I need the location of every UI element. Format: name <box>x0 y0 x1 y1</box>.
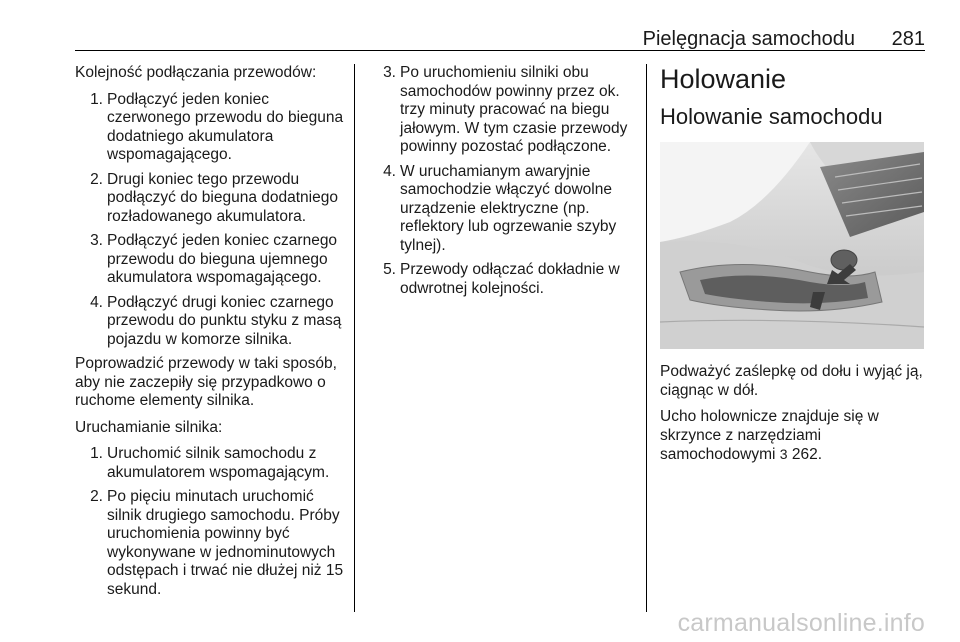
step-number: 4. <box>90 293 103 311</box>
list-item <box>376 261 641 298</box>
list-item <box>376 163 641 256</box>
engine-start-steps-continued <box>376 64 641 298</box>
illustration-caption: Podważyć zaślepkę od dołu i wyjąć ją, ciągnąc w dół. <box>660 363 923 399</box>
step-number: 2. <box>90 488 103 505</box>
step-number: 2. <box>90 170 103 188</box>
watermark: carmanualsonline.info <box>677 609 925 637</box>
list-item <box>75 232 345 288</box>
page-reference[interactable]: 262. <box>791 446 823 463</box>
section-heading: Holowanie <box>660 64 787 94</box>
step-text: Podłączyć drugi koniec czarnego przewodu do punktu styku z masą pojazdu w komorze silnika. <box>107 293 342 348</box>
list-item <box>75 445 345 482</box>
step-number: 3. <box>90 232 103 249</box>
step-number: 3. <box>383 64 396 81</box>
list-item <box>75 488 345 599</box>
list-item <box>75 171 345 227</box>
step-number: 1. <box>90 90 103 108</box>
list-item <box>376 64 641 157</box>
step-text: Podłączyć jeden koniec czarnego przewodu do bieguna ujemnego akumulatora wspomagającego. <box>107 232 338 286</box>
connection-order-intro: Kolejność podłączania przewodów: <box>75 64 317 81</box>
step-text: Po uruchomieniu silniki obu samochodów powinny przez ok. trzy minuty pracować na biegu jałowym. W tym czasie przewody powinny pozostać podłączone. <box>400 64 628 155</box>
step-text: Przewody odłączać dokładnie w odwrotnej kolejności. <box>400 261 620 297</box>
tow-eye-location <box>660 408 930 465</box>
column-1 <box>75 64 345 605</box>
step-text: Po pięciu minutach uruchomić silnik drugiego samochodu. Próby uruchomienia powinny być wykonywane w jednominutowych odstępach i trwać nie dłużej niż 15 sekund. <box>107 488 344 598</box>
engine-start-steps <box>75 445 345 599</box>
step-text: Uruchomić silnik samochodu z akumulatorem wspomagającym. <box>107 445 330 481</box>
column-divider <box>354 64 355 612</box>
engine-start-intro: Uruchamianie silnika: <box>75 418 223 436</box>
column-divider <box>646 64 647 612</box>
page-number: 281 <box>891 28 925 50</box>
towing-cover-illustration <box>660 142 924 349</box>
column-2 <box>376 64 641 304</box>
page-header <box>75 28 925 51</box>
header-title: Pielęgnacja samochodu <box>642 28 855 50</box>
routing-note: Poprowadzić przewody w taki sposób, aby nie zaczepiły się przypadkowo o ruchome elementy silnika. <box>75 355 337 409</box>
page-reference-icon: 3 <box>779 446 788 462</box>
tow-eye-text: Ucho holownicze znajduje się w skrzynce z narzędziami samochodowymi <box>660 408 879 463</box>
step-text: Drugi koniec tego przewodu podłączyć do bieguna dodatniego rozładowanego akumulatora. <box>107 170 338 225</box>
list-item <box>75 294 345 350</box>
step-number: 5. <box>383 261 396 278</box>
list-item <box>75 91 345 165</box>
column-3 <box>660 64 930 473</box>
step-text: W uruchamianym awaryjnie samochodzie włączyć dowolne urządzenie elektryczne (np. reflektory lub ogrzewanie szyby tylnej). <box>400 162 617 254</box>
step-number: 1. <box>90 445 103 462</box>
step-number: 4. <box>383 162 396 180</box>
step-text: Podłączyć jeden koniec czerwonego przewodu do bieguna dodatniego akumulatora wspomagającego. <box>107 90 344 163</box>
subsection-heading: Holowanie samochodu <box>660 104 883 129</box>
connection-steps <box>75 91 345 350</box>
